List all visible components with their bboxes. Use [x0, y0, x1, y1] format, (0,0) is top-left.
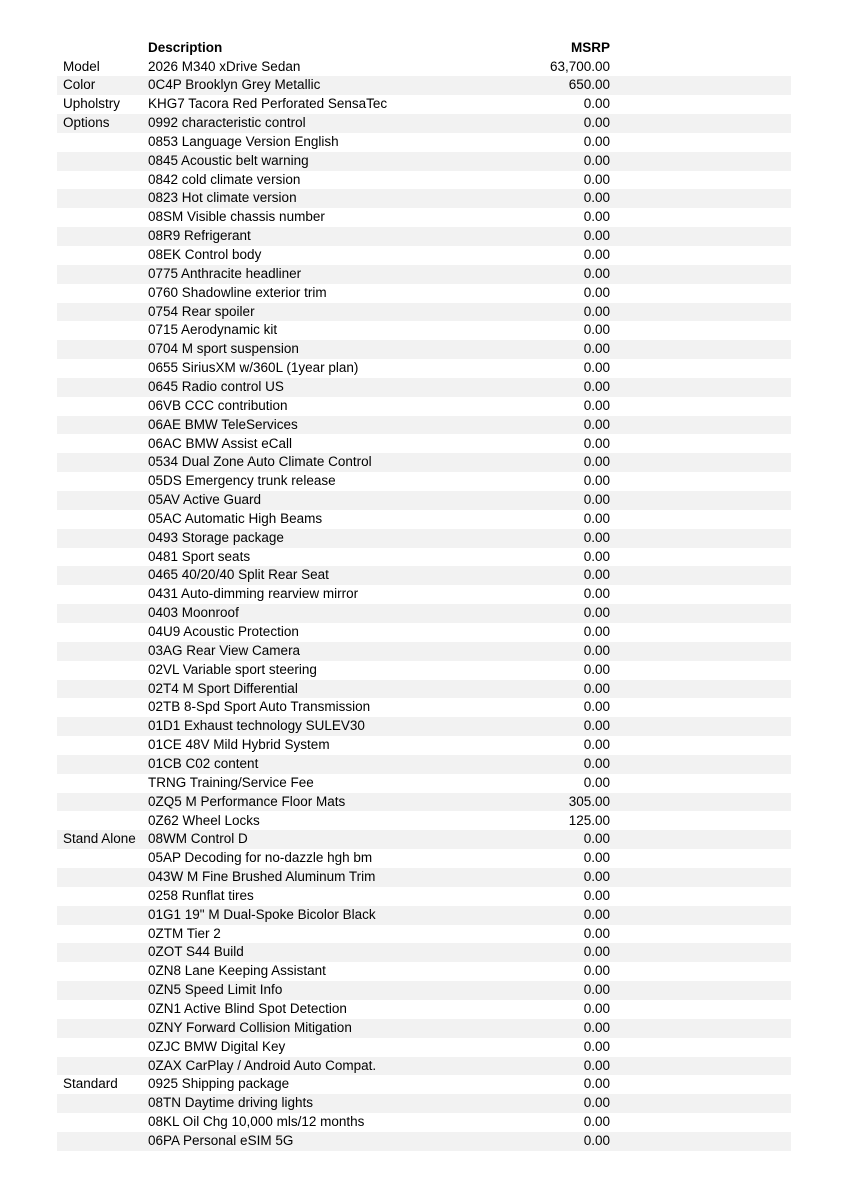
description-cell: 0ZNY Forward Collision Mitigation — [148, 1019, 352, 1035]
msrp-cell: 0.00 — [583, 492, 610, 508]
description-cell: 08TN Daytime driving lights — [148, 1095, 314, 1111]
description-cell: 0ZN1 Active Blind Spot Detection — [148, 1001, 347, 1016]
msrp-cell: 0.00 — [583, 1038, 610, 1054]
table-row — [57, 981, 791, 1000]
description-cell: 08KL Oil Chg 10,000 mls/12 months — [148, 1114, 365, 1130]
msrp-cell: 0.00 — [583, 548, 610, 564]
msrp-cell: 0.00 — [583, 737, 610, 753]
msrp-cell: 0.00 — [583, 586, 610, 602]
description-cell: 06AE BMW TeleServices — [148, 416, 298, 432]
description-cell: 08WM Control D — [148, 831, 248, 847]
msrp-cell: 0.00 — [583, 360, 610, 376]
msrp-cell: 0.00 — [583, 473, 610, 489]
description-cell: 0842 cold climate version — [148, 171, 301, 187]
description-cell: 08SM Visible chassis number — [148, 209, 325, 225]
table-row — [57, 76, 791, 95]
table-row — [57, 1132, 791, 1151]
msrp-cell: 0.00 — [583, 567, 610, 583]
msrp-cell: 0.00 — [583, 774, 610, 790]
msrp-cell: 0.00 — [583, 1001, 610, 1016]
table-row — [57, 604, 791, 623]
msrp-cell: 0.00 — [583, 115, 610, 131]
table-row — [57, 491, 791, 510]
description-cell: 0992 characteristic control — [148, 115, 306, 131]
table-row — [57, 868, 791, 887]
msrp-cell: 0.00 — [583, 1057, 610, 1073]
msrp-cell: 0.00 — [583, 887, 610, 903]
description-cell: 0760 Shadowline exterior trim — [148, 284, 327, 300]
msrp-cell: 0.00 — [583, 642, 610, 658]
msrp-cell: 0.00 — [583, 133, 610, 149]
msrp-cell: 0.00 — [583, 831, 610, 847]
table-row — [57, 510, 791, 529]
table-row — [57, 435, 791, 454]
msrp-cell: 0.00 — [583, 624, 610, 639]
description-cell: 0431 Auto-dimming rearview mirror — [148, 586, 359, 602]
table-row — [57, 887, 791, 906]
table-row — [57, 265, 791, 284]
msrp-cell: 0.00 — [583, 322, 610, 338]
table-row — [57, 755, 791, 774]
msrp-cell: 0.00 — [583, 416, 610, 432]
description-cell: 0ZAX CarPlay / Android Auto Compat. — [148, 1057, 377, 1073]
description-cell: KHG7 Tacora Red Perforated SensaTec — [148, 96, 388, 112]
table-row — [57, 698, 791, 717]
table-row — [57, 303, 791, 322]
msrp-cell: 0.00 — [583, 96, 610, 112]
category-cell: Stand Alone — [63, 831, 136, 847]
table-row — [57, 680, 791, 699]
msrp-cell: 0.00 — [583, 265, 610, 281]
table-row — [57, 58, 791, 77]
table-row — [57, 1075, 791, 1094]
msrp-cell: 0.00 — [583, 303, 610, 319]
msrp-cell: 0.00 — [583, 699, 610, 715]
msrp-cell: 0.00 — [583, 171, 610, 187]
msrp-cell: 305.00 — [568, 793, 610, 809]
description-cell: 05AV Active Guard — [148, 492, 262, 508]
description-cell: 05AC Automatic High Beams — [148, 510, 323, 526]
msrp-cell: 0.00 — [583, 661, 610, 677]
msrp-cell: 0.00 — [583, 341, 610, 357]
description-cell: 0715 Aerodynamic kit — [148, 322, 278, 338]
msrp-cell: 0.00 — [583, 510, 610, 526]
table-row — [57, 717, 791, 736]
table-row — [57, 774, 791, 793]
description-cell: TRNG Training/Service Fee — [148, 774, 314, 790]
description-header: Description — [148, 40, 223, 55]
description-cell: 0845 Acoustic belt warning — [148, 152, 309, 168]
msrp-cell: 0.00 — [583, 378, 610, 394]
table-row — [57, 189, 791, 208]
table-row — [57, 340, 791, 359]
msrp-cell: 0.00 — [583, 1132, 610, 1148]
table-row — [57, 585, 791, 604]
table-row — [57, 548, 791, 567]
msrp-cell: 0.00 — [583, 1019, 610, 1035]
msrp-cell: 650.00 — [568, 77, 610, 93]
description-cell: 0258 Runflat tires — [148, 887, 254, 903]
description-cell: 2026 M340 xDrive Sedan — [148, 58, 301, 74]
table-row — [57, 95, 791, 114]
msrp-cell: 0.00 — [583, 982, 610, 998]
description-cell: 0925 Shipping package — [148, 1076, 290, 1092]
table-row — [57, 962, 791, 981]
msrp-cell: 0.00 — [583, 605, 610, 621]
description-cell: 0754 Rear spoiler — [148, 303, 255, 319]
msrp-cell: 0.00 — [583, 755, 610, 771]
category-cell: Model — [63, 58, 100, 74]
description-cell: 04U9 Acoustic Protection — [148, 624, 299, 639]
table-row — [57, 1019, 791, 1038]
msrp-cell: 0.00 — [583, 944, 610, 960]
table-row — [57, 397, 791, 416]
table-row — [57, 416, 791, 435]
msrp-cell: 0.00 — [583, 435, 610, 451]
description-cell: 02T4 M Sport Differential — [148, 680, 298, 696]
msrp-cell: 0.00 — [583, 529, 610, 545]
table-row — [57, 642, 791, 661]
table-row — [57, 208, 791, 227]
msrp-cell: 0.00 — [583, 228, 610, 244]
table-row — [57, 114, 791, 133]
table-row — [57, 830, 791, 849]
description-cell: 0ZTM Tier 2 — [148, 925, 221, 941]
msrp-header: MSRP — [570, 40, 610, 55]
category-cell: Options — [63, 115, 110, 131]
table-row — [57, 661, 791, 680]
msrp-cell: 0.00 — [583, 906, 610, 922]
description-cell: 08R9 Refrigerant — [148, 228, 251, 244]
msrp-cell: 0.00 — [583, 152, 610, 168]
table-row — [57, 736, 791, 755]
table-row — [57, 1057, 791, 1076]
description-cell: 0493 Storage package — [148, 529, 284, 545]
description-cell: 08EK Control body — [148, 247, 262, 262]
description-cell: 02VL Variable sport steering — [148, 661, 317, 677]
table-row — [57, 1000, 791, 1019]
table-row — [57, 378, 791, 397]
description-cell: 0534 Dual Zone Auto Climate Control — [148, 454, 372, 470]
table-row — [57, 453, 791, 472]
table-row — [57, 359, 791, 378]
description-cell: 01CB C02 content — [148, 755, 259, 771]
msrp-cell: 0.00 — [583, 454, 610, 470]
description-cell: 0ZJC BMW Digital Key — [148, 1038, 286, 1054]
table-row — [57, 925, 791, 944]
table-row — [57, 793, 791, 812]
table-row — [57, 227, 791, 246]
msrp-cell: 0.00 — [583, 850, 610, 866]
msrp-cell: 0.00 — [583, 1114, 610, 1130]
table-row — [57, 906, 791, 925]
description-cell: 02TB 8-Spd Sport Auto Transmission — [148, 699, 371, 715]
table-row — [57, 623, 791, 642]
table-row — [57, 529, 791, 548]
table-row — [57, 849, 791, 868]
description-cell: 043W M Fine Brushed Aluminum Trim — [148, 869, 376, 885]
msrp-cell: 0.00 — [583, 680, 610, 696]
description-cell: 0ZOT S44 Build — [148, 944, 244, 960]
msrp-cell: 0.00 — [583, 925, 610, 941]
description-cell: 0ZQ5 M Performance Floor Mats — [148, 793, 346, 809]
description-cell: 0655 SiriusXM w/360L (1year plan) — [148, 360, 359, 376]
msrp-cell: 0.00 — [583, 247, 610, 262]
msrp-cell: 0.00 — [583, 869, 610, 885]
table-row — [57, 1094, 791, 1113]
description-cell: 05DS Emergency trunk release — [148, 473, 336, 489]
table-row — [57, 171, 791, 190]
description-cell: 0775 Anthracite headliner — [148, 265, 302, 281]
msrp-cell: 0.00 — [583, 1095, 610, 1111]
description-cell: 0403 Moonroof — [148, 605, 239, 621]
msrp-cell: 63,700.00 — [549, 58, 610, 74]
msrp-cell: 0.00 — [583, 397, 610, 413]
description-cell: 06AC BMW Assist eCall — [148, 435, 293, 451]
msrp-cell: 0.00 — [583, 284, 610, 300]
description-cell: 0704 M sport suspension — [148, 341, 299, 357]
table-row — [57, 1113, 791, 1132]
description-cell: 01G1 19" M Dual-Spoke Bicolor Black — [148, 906, 376, 922]
table-row — [57, 133, 791, 152]
msrp-cell: 0.00 — [583, 190, 610, 206]
category-cell: Standard — [63, 1076, 118, 1092]
msrp-cell: 0.00 — [583, 718, 610, 734]
category-cell: Upholstry — [63, 96, 121, 112]
description-cell: 0645 Radio control US — [148, 378, 284, 394]
description-cell: 0Z62 Wheel Locks — [148, 812, 260, 828]
description-cell: 0ZN5 Speed Limit Info — [148, 982, 283, 998]
table-row — [57, 566, 791, 585]
table-row — [57, 943, 791, 962]
description-cell: 01CE 48V Mild Hybrid System — [148, 737, 330, 753]
description-cell: 0C4P Brooklyn Grey Metallic — [148, 77, 321, 93]
table-row — [57, 812, 791, 831]
table-row — [57, 1038, 791, 1057]
category-cell: Color — [63, 77, 96, 93]
description-cell: 06PA Personal eSIM 5G — [148, 1132, 294, 1148]
table-row — [57, 321, 791, 340]
msrp-cell: 0.00 — [583, 963, 610, 979]
table-row — [57, 284, 791, 303]
description-cell: 0823 Hot climate version — [148, 190, 297, 206]
msrp-cell: 0.00 — [583, 209, 610, 225]
msrp-cell: 125.00 — [568, 812, 610, 828]
description-cell: 05AP Decoding for no-dazzle hgh bm — [148, 850, 373, 866]
description-cell: 03AG Rear View Camera — [148, 642, 301, 658]
table-row — [57, 152, 791, 171]
description-cell: 01D1 Exhaust technology SULEV30 — [148, 718, 365, 734]
description-cell: 0853 Language Version English — [148, 133, 339, 149]
description-cell: 0481 Sport seats — [148, 548, 251, 564]
table-row — [57, 246, 791, 265]
description-cell: 06VB CCC contribution — [148, 397, 288, 413]
msrp-cell: 0.00 — [583, 1076, 610, 1092]
table-row — [57, 472, 791, 491]
description-cell: 0465 40/20/40 Split Rear Seat — [148, 567, 329, 583]
description-cell: 0ZN8 Lane Keeping Assistant — [148, 963, 326, 979]
